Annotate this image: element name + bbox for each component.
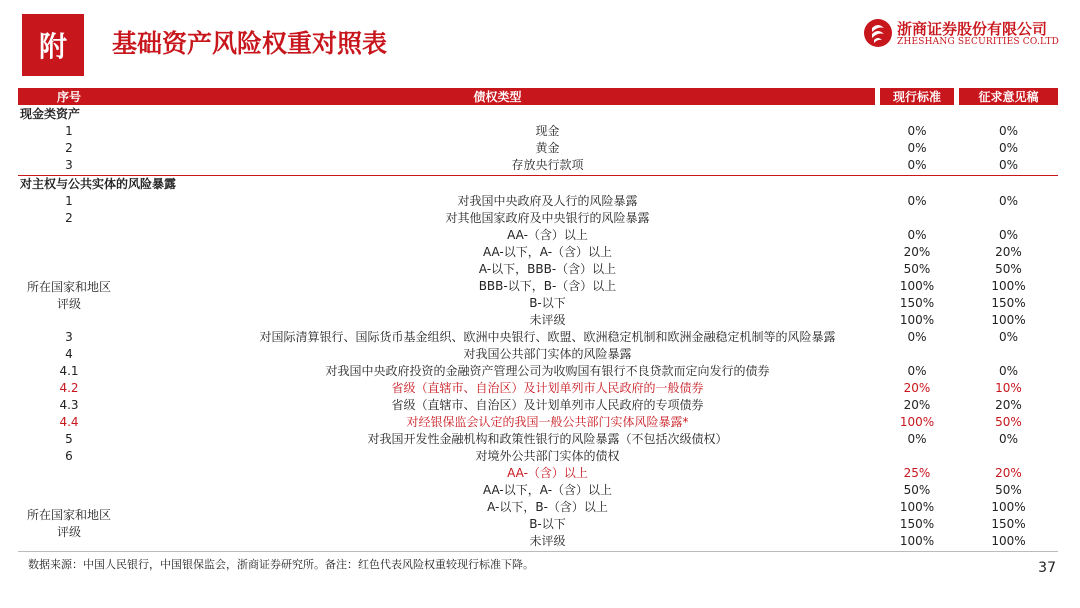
row-current: 100% (899, 415, 935, 429)
row-type: 省级（直辖市、自治区）及计划单列市人民政府的专项债券 (391, 398, 704, 412)
row-current: 150% (899, 517, 935, 531)
row-current: 50% (903, 262, 931, 276)
table-row (18, 533, 1058, 550)
row-draft: 100% (991, 279, 1026, 293)
risk-weight-table (18, 88, 1058, 548)
table-row (18, 363, 1058, 380)
row-seq (18, 278, 120, 295)
table-row (18, 193, 1058, 210)
row-draft: 10% (995, 381, 1022, 395)
table-row (18, 482, 1058, 499)
table-row (18, 140, 1058, 157)
row-current: 0% (907, 432, 927, 446)
row-type: AA-（含）以上 (507, 228, 588, 242)
row-seq: 5 (65, 432, 73, 446)
row-current: 100% (899, 279, 935, 293)
row-draft: 0% (998, 330, 1019, 344)
col-header-draft: 征求意见稿 (959, 88, 1058, 105)
row-seq: 1 (65, 194, 73, 208)
row-current (880, 210, 954, 227)
table-row (18, 157, 1058, 174)
table-row (18, 329, 1058, 346)
row-type: 存放央行款项 (511, 158, 584, 172)
row-current: 0% (907, 228, 927, 242)
table-row (18, 431, 1058, 448)
section-title: 对主权与公共实体的风险暴露 (20, 177, 177, 191)
row-draft: 150% (991, 517, 1026, 531)
row-seq: 6 (65, 449, 73, 463)
table-row (18, 210, 1058, 227)
row-seq: 3 (65, 330, 73, 344)
table-row (18, 312, 1058, 329)
row-seq: 3 (65, 158, 73, 172)
table-row (18, 244, 1058, 261)
table-row (18, 278, 1058, 295)
row-seq: 1 (65, 124, 73, 138)
row-type: B-以下 (529, 517, 566, 531)
row-seq: 4.4 (59, 415, 79, 429)
row-draft: 20% (995, 466, 1022, 480)
row-seq (18, 533, 120, 550)
table-row (18, 295, 1058, 312)
table-row (18, 465, 1058, 482)
row-current: 100% (899, 534, 935, 548)
row-draft: 0% (998, 141, 1019, 155)
company-logo (863, 16, 1063, 56)
row-type: AA-以下，A-（含）以上 (482, 483, 613, 497)
row-draft (959, 346, 1058, 363)
row-draft: 0% (998, 432, 1019, 446)
row-seq: 4.3 (59, 398, 79, 412)
table-row (18, 261, 1058, 278)
row-draft: 100% (991, 500, 1026, 514)
footer-divider (18, 551, 1058, 552)
row-current: 0% (907, 124, 927, 138)
row-current: 100% (899, 313, 935, 327)
table-row (18, 123, 1058, 140)
page-title: 基础资产风险权重对照表 (112, 29, 388, 58)
row-current: 25% (903, 466, 931, 480)
row-current: 100% (899, 500, 935, 514)
row-draft: 50% (995, 415, 1022, 429)
row-seq: 4.2 (59, 381, 79, 395)
table-row (18, 499, 1058, 516)
row-draft: 20% (995, 245, 1022, 259)
row-seq (18, 312, 120, 329)
row-draft (959, 210, 1058, 227)
table-row (18, 346, 1058, 363)
row-type: A-以下，BBB-（含）以上 (478, 262, 617, 276)
row-draft: 0% (998, 124, 1019, 138)
row-type: 对其他国家政府及中央银行的风险暴露 (445, 211, 650, 225)
row-seq (18, 295, 120, 312)
row-type: 对境外公共部门实体的债权 (475, 449, 620, 463)
row-current: 20% (903, 381, 931, 395)
row-current: 0% (907, 141, 927, 155)
appendix-badge: 附 (22, 14, 84, 76)
row-type: 对经银保监会认定的我国一般公共部门实体风险暴露* (406, 415, 689, 429)
row-current: 150% (899, 296, 935, 310)
col-header-type: 债权类型 (120, 88, 875, 105)
logo-mark-icon (863, 18, 893, 48)
row-draft: 150% (991, 296, 1026, 310)
row-type: 对国际清算银行、国际货币基金组织、欧洲中央银行、欧盟、欧洲稳定机制和欧洲金融稳定机制等的风险暴露 (259, 330, 836, 344)
row-seq (18, 465, 120, 482)
row-seq (18, 261, 120, 278)
row-draft: 50% (995, 483, 1022, 497)
col-header-current: 现行标准 (880, 88, 954, 105)
row-draft: 0% (998, 364, 1019, 378)
row-type: 对我国中央政府及人行的风险暴露 (457, 194, 638, 208)
page-number: 37 (1038, 560, 1056, 576)
col-header-seq: 序号 (18, 88, 120, 105)
table-header (18, 88, 1058, 105)
row-current (880, 346, 954, 363)
section-sovereign (18, 176, 1058, 193)
table-row (18, 516, 1058, 533)
row-type: 对我国中央政府投资的金融资产管理公司为收购国有银行不良贷款而定向发行的债券 (325, 364, 770, 378)
row-type: 未评级 (529, 313, 566, 327)
row-current (880, 448, 954, 465)
row-seq (18, 516, 120, 533)
row-seq (18, 227, 120, 244)
row-type: 省级（直辖市、自治区）及计划单列市人民政府的一般债券 (391, 381, 704, 395)
row-seq: 2 (65, 141, 73, 155)
row-current: 0% (907, 330, 927, 344)
row-draft: 50% (995, 262, 1022, 276)
row-current: 0% (907, 158, 927, 172)
row-draft: 100% (991, 534, 1026, 548)
row-type: 对我国开发性金融机构和政策性银行的风险暴露（不包括次级债权） (367, 432, 728, 446)
row-type: AA-（含）以上 (507, 466, 588, 480)
row-current: 50% (903, 483, 931, 497)
row-draft: 0% (998, 194, 1019, 208)
table-row (18, 227, 1058, 244)
row-type: A-以下，B-（含）以上 (487, 500, 608, 514)
region-rating-label: 所在国家和地区 评级 (26, 508, 111, 539)
row-type: 未评级 (529, 534, 566, 548)
section-cash (18, 106, 1058, 123)
row-current: 0% (907, 364, 927, 378)
row-seq (18, 482, 120, 499)
row-seq: 4 (65, 347, 73, 361)
row-type: BBB-以下，B-（含）以上 (478, 279, 617, 293)
row-draft: 0% (998, 158, 1019, 172)
row-draft (959, 448, 1058, 465)
row-draft: 100% (991, 313, 1026, 327)
row-type: AA-以下，A-（含）以上 (482, 245, 613, 259)
row-type: 现金 (535, 124, 560, 138)
section-title: 现金类资产 (20, 107, 81, 121)
row-current: 20% (903, 398, 931, 412)
region-rating-label: 所在国家和地区 评级 (26, 280, 111, 311)
row-seq: 2 (65, 211, 73, 225)
row-draft: 0% (998, 228, 1019, 242)
logo-company-name-cn: 浙商证券股份有限公司 (897, 20, 1048, 38)
logo-company-name-en: ZHESHANG SECURITIES CO.LTD (897, 37, 1060, 47)
row-type: 对我国公共部门实体的风险暴露 (463, 347, 632, 361)
table-row (18, 414, 1058, 431)
table-row (18, 448, 1058, 465)
row-type: B-以下 (529, 296, 566, 310)
row-draft: 20% (995, 398, 1022, 412)
row-seq: 4.1 (59, 364, 79, 378)
row-seq (18, 499, 120, 516)
footnote: 数据来源：中国人民银行，中国银保监会，浙商证券研究所。备注：红色代表风险权重较现行标准下降。 (28, 558, 534, 571)
row-current: 0% (907, 194, 927, 208)
table-row (18, 380, 1058, 397)
row-seq (18, 244, 120, 261)
row-current: 20% (903, 245, 931, 259)
row-type: 黄金 (535, 141, 560, 155)
table-row (18, 397, 1058, 414)
